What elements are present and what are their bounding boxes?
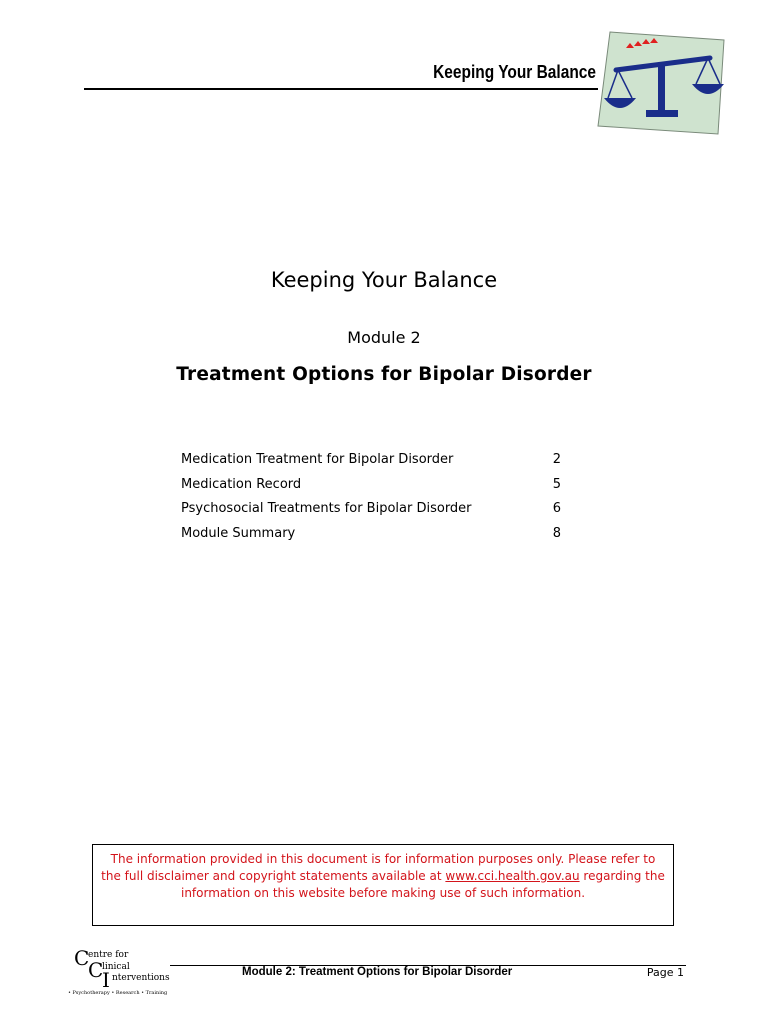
- header-rule: [84, 88, 598, 90]
- cci-logo-letter-c1: C: [74, 946, 90, 970]
- toc-item-page: 5: [552, 476, 561, 492]
- toc-item: [181, 450, 561, 475]
- document-title: Keeping Your Balance: [270, 268, 498, 292]
- module-subtitle: Treatment Options for Bipolar Disorder: [176, 364, 592, 385]
- cci-logo-letter-c2: C: [88, 958, 104, 982]
- toc-item-page: 8: [552, 525, 561, 541]
- cci-logo-line3: nterventions: [112, 973, 170, 983]
- header-title: Keeping Your Balance: [433, 62, 596, 82]
- toc-item: [181, 475, 561, 500]
- footer-module-title: Module 2: Treatment Options for Bipolar Disorder: [242, 966, 513, 978]
- disclaimer-text: The information provided in this document is for information purposes only. Please refer to the full disclaimer and copyright statements available at: [101, 852, 656, 883]
- disclaimer-text-end: regarding the information on this website before making use of such information.: [180, 869, 665, 900]
- toc-item-page: 2: [552, 452, 561, 467]
- cci-logo-line1: entre for: [88, 950, 129, 960]
- page-number: Page 1: [646, 966, 684, 979]
- table-of-contents: [181, 450, 561, 548]
- module-label: Module 2: [347, 328, 421, 347]
- toc-item: [181, 524, 561, 549]
- cci-logo-tagline: • Psychotherapy • Research • Training: [68, 990, 168, 996]
- toc-item-label: Psychosocial Treatments for Bipolar Disorder: [181, 501, 472, 516]
- toc-item-page: 6: [552, 501, 561, 516]
- cci-logo-letter-i: I: [102, 968, 110, 992]
- cci-logo-line2: linical: [102, 962, 130, 972]
- disclaimer-link[interactable]: www.cci.health.gov.au: [445, 869, 580, 883]
- balance-scale-icon: [596, 28, 726, 136]
- toc-item-label: Medication Record: [181, 476, 302, 492]
- cci-logo: [68, 946, 182, 1002]
- toc-item: [181, 499, 561, 524]
- disclaimer-box: [92, 844, 674, 926]
- toc-item-label: Module Summary: [181, 525, 296, 541]
- toc-item-label: Medication Treatment for Bipolar Disorder: [181, 452, 454, 467]
